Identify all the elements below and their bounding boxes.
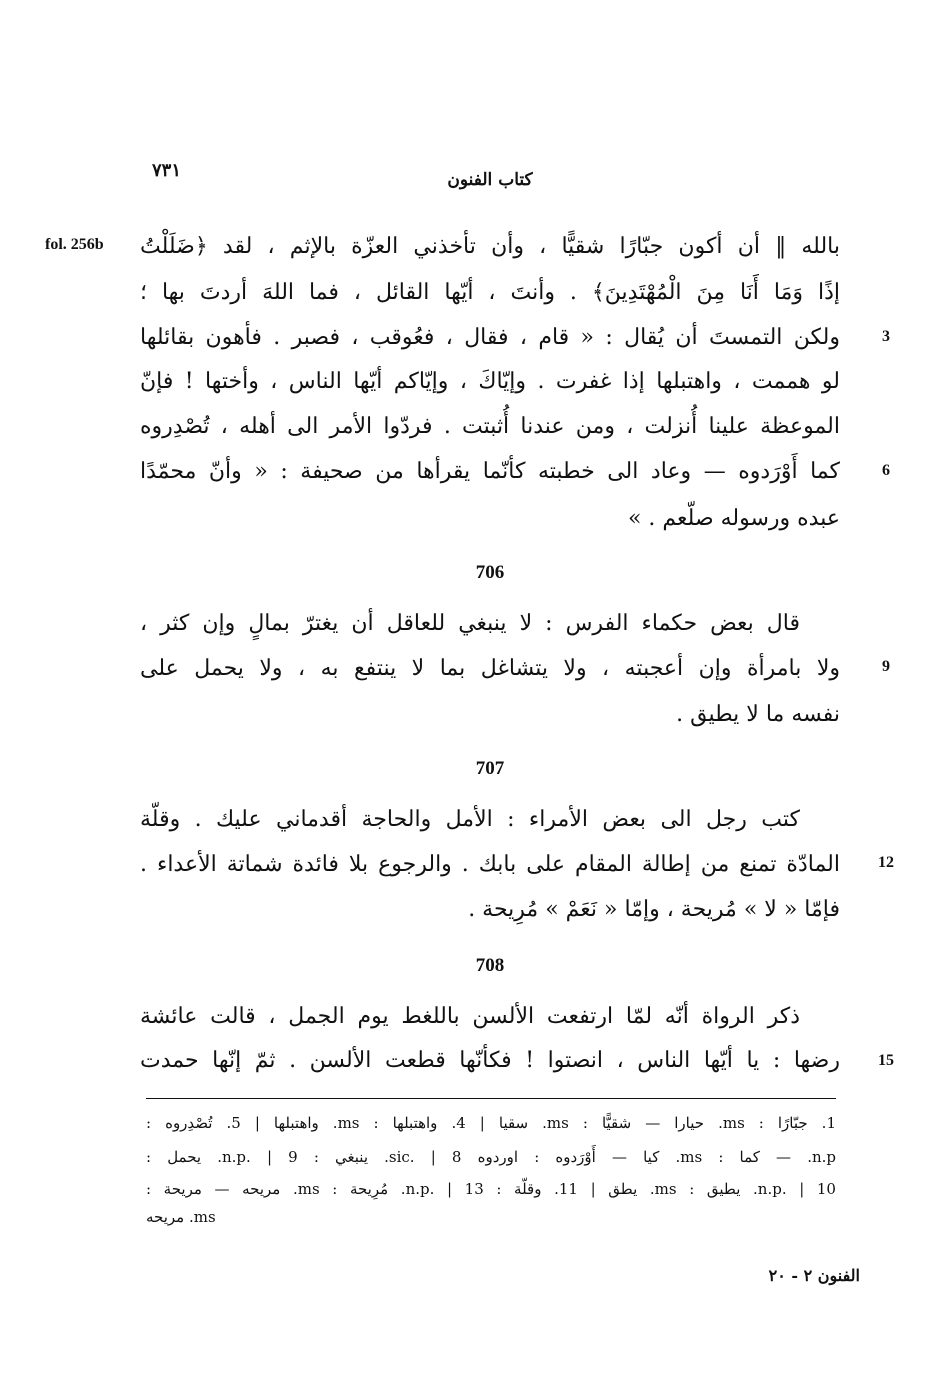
text-line: ولا بامرأة وإن أعجبته ، ولا يتشاغل بما لا ينتفع به ، ولا يحمل على [140,656,840,681]
line-number: 3 [882,328,890,345]
section-number: 708 [475,955,505,976]
running-title: كتاب الفنون [447,170,533,190]
text-line: المادّة تمنع من إطالة المقام على بابك . والرجوع بلا فائدة شماتة الأعداء . [140,852,840,877]
page-header [140,160,840,200]
section-number: 707 [475,758,505,779]
text-line: عبده ورسوله صلّعم . » [627,506,840,531]
text-line: إذًا وَمَا أَنَا مِنَ الْمُهْتَدِينَ﴾ . وأنتَ ، أيّها القائل ، فما اللهَ أردتَ بها ؛ [140,280,840,305]
signature-mark: الفنون ٢ - ٢٠ [768,1266,860,1285]
text-line: رضها : يا أيّها الناس ، انصتوا ! فكأنّها قطعت الألسن . ثمّ إنّها حمدت [140,1048,840,1073]
page-number: ٧٣١ [152,160,182,181]
footnote-line: n.p. | 10. يطيق : ms. يطق | 11. وقلّة : n.p. | 13. مُرِيحة : ms. مريحه — مريحة : [146,1180,836,1198]
text-line: نفسه ما لا يطيق . [676,702,840,727]
text-line: كتب رجل الى بعض الأمراء : الأمل والحاجة أقدماني عليك . وقلّة [140,807,800,832]
footnote-line: ms. مريحه [146,1208,216,1226]
section-number: 706 [475,562,505,583]
text-line: قال بعض حكماء الفرس : لا ينبغي للعاقل أن يغترّ بمالٍ وإن كثر ، [140,611,800,636]
text-line: الموعظة علينا أُنزلت ، ومن عندنا أُثبتت . فردّوا الأمر الى أهله ، تُصْدِروه [140,414,840,439]
text-line: بالله ‖ أن أكون جبّارًا شقيًّا ، وأن تأخذني العزّة بالإثم ، لقد ﴿ضَلَلْتُ [140,234,840,259]
folio-mark: fol. 256b [45,236,104,253]
text-line: ولكن التمستَ أن يُقال : « قام ، فقال ، فعُوقب ، فصبر . فأهون بقائلها [140,325,840,350]
text-line: لو هممت ، واهتبلها إذا غفرت . وإيّاكَ ، وإيّاكم أيّها الناس ، وأختها ! فإنّ [140,369,840,394]
line-number: 9 [882,658,890,675]
line-number: 15 [878,1052,894,1069]
text-line: ذكر الرواة أنّه لمّا ارتفعت الألسن باللغط يوم الجمل ، قالت عائشة [140,1004,800,1029]
footnote-line: 1. جبّارًا : ms. حيارا — شقيًّا : ms. سقيا | 4. واهتبلها : ms. واهتبلها | 5. تُصْدِروه : [146,1114,836,1132]
text-line: فإمّا « لا » مُريحة ، وإمّا « نَعَمْ » مُرِيحة . [468,897,840,922]
footnote-rule [146,1098,836,1099]
line-number: 12 [878,854,894,871]
text-line: كما أَوْرَدوه — وعاد الى خطبته كأنّما يقرأها من صحيفة : « وأنّ محمّدًا [140,459,840,484]
line-number: 6 [882,462,890,479]
footnote-line: n.p. — كما : ms. كيا — أَوْرَدوه : اوردوه sic. | 8. ينبغي : n.p. | 9. يحمل : [146,1148,836,1166]
